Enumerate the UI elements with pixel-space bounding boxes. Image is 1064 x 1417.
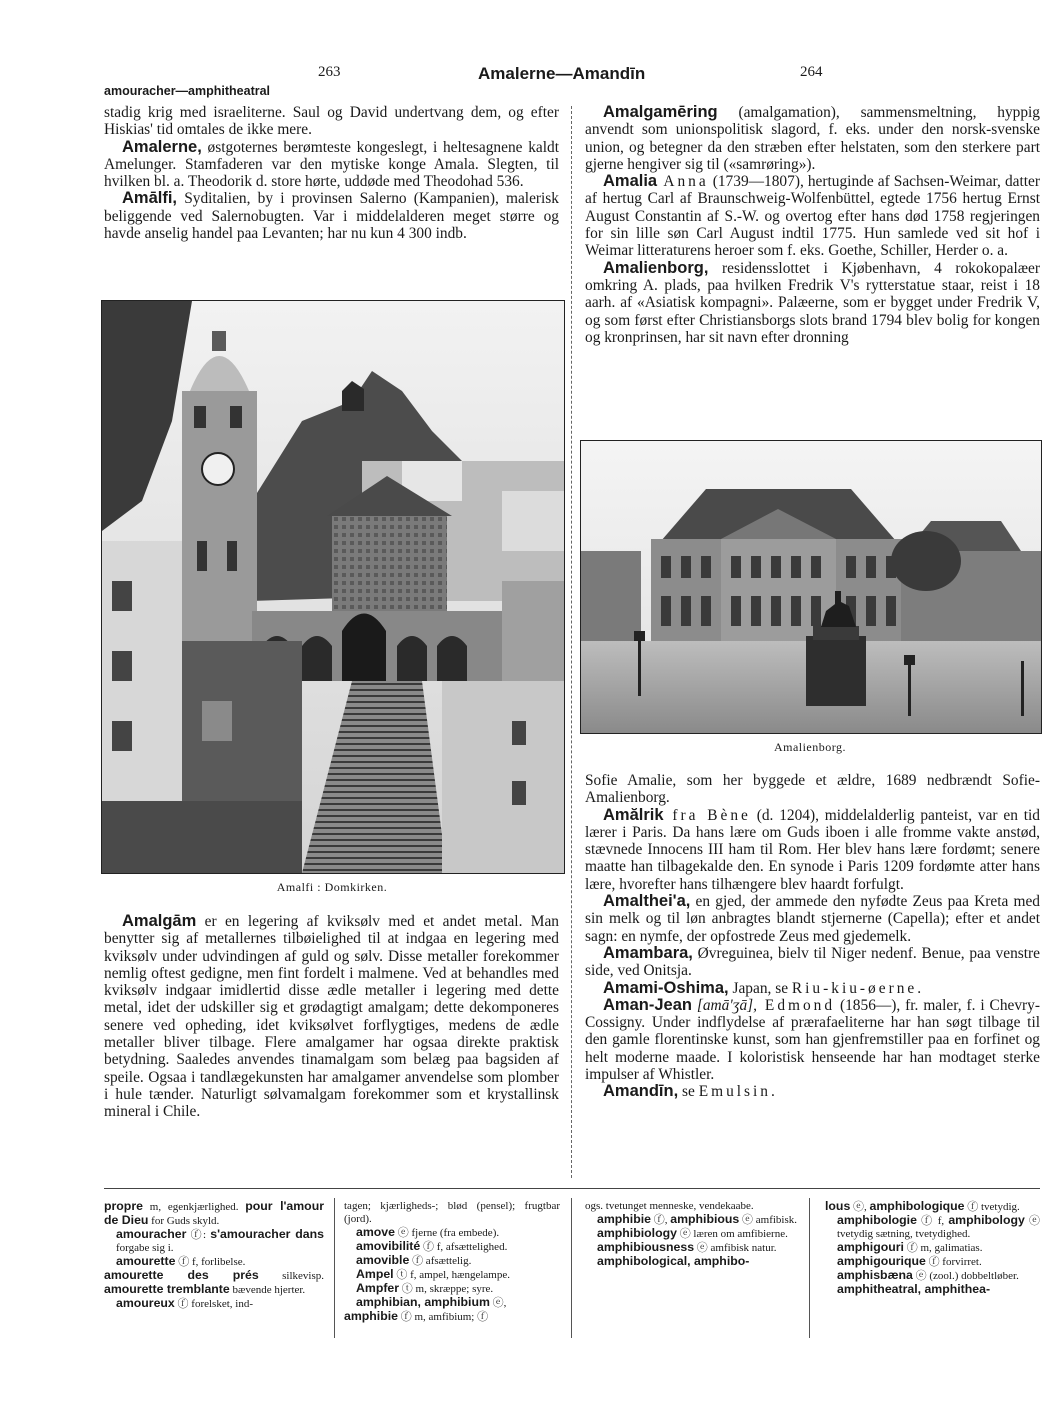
footer-entry: amphibologie ⓕ f, amphibology ⓔ tvetydig sætning, tvetydighed. (837, 1213, 1041, 1240)
entry-amalerne: Amalerne, østgoternes berømteste kongeslegt, i heltesagnene kaldt Amelunger. Stamfaderen var den mytiske konge Amala. Slegten, til hvilken bl. a. Theodorik d. store hørte, uddøde med Theodohad 536. (104, 137, 559, 191)
footer-divider-1 (334, 1198, 335, 1338)
footer-entry: propre m, egenkjærlighed. pour l'amour de Dieu for Guds skyld. (104, 1199, 324, 1227)
footer-entry: amphigouri ⓕ m, galimatias. (837, 1240, 983, 1254)
headword-amambara: Amambara, (603, 943, 693, 962)
footer-entry: amphibie ⓕ m, amfibium; ⓕ (344, 1309, 489, 1323)
headword-amalthea: Amalthei'a, (603, 892, 691, 911)
left-running-reference: amouracher—amphitheatral (104, 84, 271, 98)
headword-amami-oshima: Amami-Oshima, (603, 978, 729, 997)
entry-aman-jean: Aman-Jean [amā'ʒā], Edmond (1856—), fr. maler, f. i Chevry-Cossigny. Under indflydelse af prærafaeliterne har han søgt tilbage til den gamle florentinske kunst, som han gjenfremstiller paa en forfinet og helt moderne maade. I koloristisk henseende har han modtaget sterke impulser af Whistler. (585, 995, 1040, 1084)
continued-paragraph-amalienborg: Sofie Amalie, som her byggede et ældre, 1689 nedbrændt Sofie-Amalienborg. (585, 772, 1040, 807)
headword-amalgam: Amalgām (122, 912, 197, 930)
footer-divider-2 (571, 1198, 572, 1338)
footer-column-3 (585, 1200, 799, 1269)
footer-entry: ogs. tvetunget menneske, vendekaabe. (585, 1200, 754, 1212)
footer-entry: amphibiology ⓔ læren om amfibierne. (597, 1226, 788, 1240)
entry-amalienborg: Amalienborg, residensslottet i Kjøbenhavn, 4 rokokopalæer omkring A. plads, paa hvilken Fredrik V's rytterstatue staar, reist i 18 aarh. af «Asiatisk kompagni». Palæerne, som er bygget under Fredrik V, og som først efter Christiansborgs slots brand 1794 blev bolig for kongen og kronprinsen, har sit navn efter dronning (585, 258, 1040, 346)
footer-column-1 (104, 1200, 324, 1311)
footer-entry: amovible ⓕ afsættelig. (356, 1253, 472, 1267)
entry-amami-oshima: Amami-Oshima, Japan, se Riu-kiu-øerne. (603, 978, 925, 997)
amalienborg-photo-caption: Amalienborg. (773, 740, 847, 754)
footer-entry: amovibilité ⓕ f, afsættelighed. (356, 1239, 508, 1253)
amalfi-cathedral-photo (101, 300, 565, 874)
left-column-top-text (104, 104, 559, 242)
entry-amalfi: Amālfi, Syditalien, by i provinsen Salerno (Kampanien), malerisk beliggende ved Salernobugten. Var i middelalderen meget større og havde anselig handel paa Levanten; har nu kun 4 300 indb. (104, 189, 559, 243)
left-column-bottom-text (104, 913, 559, 1121)
entry-amambara: Amambara, Øvreguinea, bielv til Niger nedenf. Benue, paa venstre side, ved Onitsja. (585, 943, 1040, 980)
amalfi-photo-caption: Amalfi : Domkirken. (276, 880, 388, 894)
footer-entry: amourette des prés silkevisp. amourette tremblante bævende hjerter. (104, 1268, 324, 1296)
entry-amalthea: Amalthei'a, en gjed, der ammede den nyfødte Zeus paa Kreta med sin melk og til løn anbragtes blandt stjernerne (Capella); efter et andet sagn: en nymfe, der opfostrede Zeus med gjedemelk. (585, 892, 1040, 945)
footer-entry: amphibological, amphibo- (597, 1254, 750, 1268)
footer-entry: amphibie ⓕ, amphibious ⓔ amfibisk. (597, 1212, 797, 1226)
entry-amalgam: Amalgām er en legering af kviksølv med et andet metal. Man benytter sig af metallernes tilbøielighed til at indgaa en legering med kviksølv under udvindingen af guld og sølv. Disse metaller forekommer nemlig oftest gedigne, men fint fordelt i malmene. Ved at behandles med kviksølv indgaar imidlertid disse ædle metaller i legering med dette metal, idet der udskiller sig et grødagtigt amalgam; dette dekomponeres senere ved opheding, idet kviksølvet forflygtiges, medens de ædle metaller bliver tilbage. Flere amalgamer har ogsaa direkte praktisk betydning. Saaledes anvendes tinamalgam som belæg paa bagsiden af speile. Ogsaa i tandlægekunsten har amalgamer anvendelse som plomber i hule tænder. Naturligt sølvamalgam forekommer som et krystallinsk mineral i Chile. (104, 912, 559, 1121)
column-divider (571, 106, 572, 1178)
headword-amandin: Amandīn, (603, 1082, 679, 1101)
footer-rule (104, 1188, 1040, 1189)
headword-aman-jean: Aman-Jean (603, 995, 692, 1014)
left-page-number: 263 (318, 64, 341, 80)
entry-amalia: Amalia Anna (1739—1807), hertuginde af Sachsen-Weimar, datter af hertug Carl af Braunschweig-Wolfenbüttel, egtede 1756 hertug Ernst August Constantin af S.-W. og overtog efter hans død 1758 regjeringen for sin lille søn Carl August indtil 1775. Hun samlede ved sit hof i Weimar litteraturens heroer som f. eks. Goethe, Schiller, Herder o. a. (585, 172, 1040, 260)
footer-entry: amphisbæna ⓔ (zool.) dobbeltløber. (837, 1268, 1019, 1282)
footer-entry: amove ⓔ fjerne (fra embede). (356, 1225, 500, 1239)
right-column-top-text (585, 104, 1040, 346)
footer-entry: lous ⓔ, amphibologique ⓕ tvetydig. (825, 1199, 1020, 1213)
amalfi-cathedral-illustration (102, 301, 564, 873)
footer-entry: Ampel ⓣ f, ampel, hængelampe. (356, 1267, 510, 1281)
right-column-bottom-text (585, 772, 1040, 1101)
footer-entry: amphibiousness ⓔ amfibisk natur. (597, 1240, 777, 1254)
headword-amalgamering: Amalgamēring (603, 103, 718, 121)
entry-amandin: Amandīn, se Emulsin. (603, 1082, 778, 1101)
footer-entry: amphibian, amphibium ⓔ, (356, 1295, 507, 1309)
right-page-number: 264 (800, 64, 823, 80)
footer-entry: amourette ⓕ f, forlibelse. (116, 1254, 246, 1268)
headword-amalrik: Amălrik (603, 805, 664, 824)
footer-column-4 (825, 1200, 1040, 1297)
footer-entry: amphitheatral, amphithea- (837, 1282, 991, 1296)
entry-amalgamering: Amalgamēring (amalgamation), sammensmeltning, hyppig anvendt som unionspolitisk slagord, f. eks. under den norsk-svenske union, og betegner da den stræben efter helstaten, som den sterkere part gjerne hengiver sig til («samrøring»). (585, 103, 1040, 173)
amalienborg-photo (580, 440, 1042, 734)
footer-entry: amphigourique ⓕ forvirret. (837, 1254, 982, 1268)
headword-amalerne: Amalerne, (122, 137, 202, 156)
footer-entry: Ampfer ⓣ m, skræppe; syre. (356, 1281, 494, 1295)
footer-entry: amoureux ⓕ forelsket, ind- (116, 1296, 253, 1310)
headword-amalia: Amalia (603, 172, 658, 191)
headword-amalienborg: Amalienborg, (603, 258, 709, 277)
page-title: Amalerne—Amandīn (478, 64, 646, 83)
continued-paragraph: stadig krig med israeliterne. Saul og David undertvang dem, og efter Hiskias' tid omtales de ikke mere. (104, 104, 559, 139)
footer-column-2 (344, 1200, 560, 1324)
footer-entry: tagen; kjærligheds-; blød (pensel); frugtbar (jord). (344, 1200, 560, 1225)
footer-divider-3 (809, 1198, 810, 1338)
headword-amalfi: Amālfi, (122, 189, 178, 208)
footer-entry: amouracher ⓕ: s'amouracher dans forgabe sig i. (116, 1227, 324, 1254)
entry-amalrik: Amălrik fra Bène (d. 1204), middelalderlig panteist, var en tid lærer i Paris. Da hans lære om Guds iboen i alle fromme vakte anstød, stævnede Innocens III ham til Rom. Her blev hans lære fordømt; senere maatte han tilbagekalde den. En synode i Paris 1209 fordømte atter hans lære, hvorefter hans tilhængere blev haardt forfulgt. (585, 805, 1040, 893)
amalienborg-palace-illustration (581, 441, 1041, 733)
